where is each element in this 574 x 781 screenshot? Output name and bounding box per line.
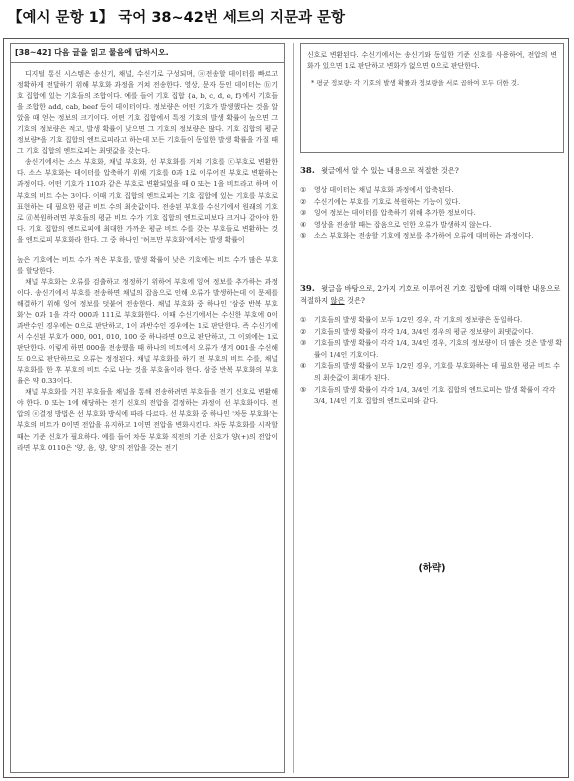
choice-marker: ⑤ [300,385,307,394]
question-39-emphasis: 않은 [330,295,345,305]
footnote: * 평균 정보량: 각 기호의 발생 확률과 정보량을 서로 곱하여 모두 더한 것. [311,79,520,87]
choice-39-3[interactable] [300,338,564,361]
question-38-number: 38. [300,166,315,176]
choice-text: 영상 데이터는 채널 부호화 과정에서 압축된다. [314,186,454,194]
passage-paragraph-2: 송신기에서는 소스 부호화, 채널 부호화, 선 부호화를 거쳐 기호를 ⓒ부호로 변환한다. 소스 부호화는 데이터를 압축하기 위해 기호를 0과 1로 이루어진 부호로 변환하는 과정이다. 어떤 기호가 110과 같은 부호로 변환되었을 때 0 또는 1을 비트라고 하며 이 부호의 비트 수는 3이다. 이때 기호 집합의 엔트로피는 기호 집합에 있는 기호를 부호로 표현하는 데 필요한 평균 비트 수의 최솟값이다. 전송된 부호를 수신기에서 원래의 기호로 ⓓ복원하려면 부호들의 평균 비트 수가 기호 집합의 엔트로피보다 크거나 같아야 한다. 기호 집합의 엔트로피에 최대한 가까운 평균 비트 수를 갖는 부호들로 변환하는 것을 엔트로피 부호화라 한다. 그 중 하나인 '허프만 부호화'에서는 발생 확률이 [17,158,278,244]
choice-marker: ④ [300,362,307,371]
passage-paragraph-2-cont: 높은 기호에는 비트 수가 적은 부호를, 발생 확률이 낮은 기호에는 비트 수가 많은 부호를 할당한다. [17,255,278,275]
omitted-label: (하략) [418,563,446,574]
exam-page-frame [3,38,569,778]
choice-text: 기호들의 발생 확률이 모두 1/2인 경우, 기호를 부호화하는 데 필요한 평균 비트 수의 최솟값이 최대가 된다. [314,362,560,382]
questions-column [300,43,564,773]
choice-text: 잉여 정보는 데이터를 압축하기 위해 추가한 정보이다. [314,209,476,218]
choice-38-3[interactable] [300,208,564,220]
question-39-text-end: 것은? [344,295,365,305]
passage-instruction: [38~42] 다음 글을 읽고 물음에 답하시오. [11,44,284,63]
passage-paragraph-4: 채널 부호화를 거친 부호들을 채널을 통해 전송하려면 부호들을 전기 신호로 변환해야 한다. 0 또는 1에 해당하는 전기 신호의 전압을 결정하는 과정이 선 부호화이다. 전압의 ⓔ결정 방법은 선 부호화 방식에 따라 다르다. 선 부호화 중 하나인 '차동 부호화'는 부호의 비트가 0이면 전압을 유지하고 1이면 전압을 변화시킨다. 차동 부호화를 시작할 때는 기준 신호가 필요하다. 예를 들어 차동 부호화 직전의 기준 신호가 양(+)의 전압이라면 부호 0110은 '양, 음, 양, 양'의 전압을 갖는 전기 [17,388,279,452]
choice-marker: ④ [300,220,307,229]
choice-marker: ⑤ [300,232,307,241]
passage-paragraph-1: 디지털 통신 시스템은 송신기, 채널, 수신기로 구성되며, ⓐ전송할 데이터를 빠르고 정확하게 전달하기 위해 부호화 과정을 거쳐 전송한다. 영상, 문자 등인 데이터는 ⓑ기호 집합에 있는 기호들의 조합이다. 예를 들어 기호 집합 {a, b, c, d, e, f}에서 기호들을 조합한 add, cab, beef 등이 데이터이다. 정보량은 어떤 기호가 발생했다는 것을 알았을 때 얻는 정보의 크기이다. 어떤 기호 집합에서 특정 기호의 발생 확률이 높으면 그 기호의 정보량은 적고, 발생 확률이 낮으면 그 기호의 정보량은 많다. 기호 집합의 평균 정보량*을 기호 집합의 엔트로피라고 하는데 모든 기호들이 동일한 발생 확률을 가질 때 그 기호 집합의 엔트로피는 최댓값을 갖는다. [17,70,278,156]
choice-marker: ① [300,186,307,194]
question-39-stem [300,283,564,307]
choice-marker: ① [300,315,307,324]
choice-38-2[interactable] [300,197,564,209]
choice-39-2[interactable] [300,327,564,339]
choice-text: 수신기에는 부호를 기호로 복원하는 기능이 있다. [314,197,461,206]
choice-39-5[interactable] [300,385,564,408]
question-39-choices [300,315,564,408]
question-39 [300,283,564,408]
choice-38-4[interactable] [300,220,564,232]
choice-text: 소스 부호화는 전송할 기호에 정보를 추가하여 오류에 대비하는 과정이다. [314,232,534,241]
choice-text: 기호들의 발생 확률이 각각 1/4, 3/4인 경우, 기호의 정보량이 더 많은 것은 발생 확률이 1/4인 기호이다. [314,339,563,359]
choice-38-5[interactable] [300,231,564,243]
passage-box [10,43,285,773]
choice-marker: ③ [300,209,307,218]
question-39-text: 윗글을 바탕으로, 2가지 기호로 이루어진 기호 집합에 대해 이해한 내용으로 적절하지 [300,283,561,305]
passage-continuation-box [300,43,564,153]
question-38-stem [300,165,564,177]
passage-continuation: 신호로 변환된다. 수신기에서는 송신기와 동일한 기준 신호를 사용하여, 전압의 변화가 있으면 1로 판단하고 변화가 없으면 0으로 판단한다. [307,51,557,70]
question-38-text: 윗글에서 알 수 있는 내용으로 적절한 것은? [321,166,459,175]
question-39-number: 39. [300,283,315,294]
choice-marker: ② [300,327,307,336]
column-break-gap [17,246,278,255]
choice-39-1[interactable] [300,315,564,327]
page-title: 【예시 문항 1】 국어 38~42번 세트의 지문과 문항 [8,10,346,26]
choice-text: 영상을 전송할 때는 잡음으로 인한 오류가 발생하지 않는다. [314,220,492,229]
choice-marker: ③ [300,339,307,348]
choice-text: 기호들의 발생 확률이 각각 1/4, 3/4인 기호 집합의 엔트로피는 발생 확률이 각각 3/4, 1/4인 기호 집합의 엔트로피와 같다. [314,385,556,406]
choice-39-4[interactable] [300,361,564,384]
passage-body [11,63,284,454]
choice-text: 기호들의 발생 확률이 모두 1/2인 경우, 각 기호의 정보량은 동일하다. [314,315,523,324]
choice-text: 기호들의 발생 확률이 각각 1/4, 3/4인 경우의 평균 정보량이 최댓값이다. [314,327,534,336]
question-38-choices [300,185,564,243]
question-38 [300,165,564,243]
choice-38-1[interactable] [300,185,564,197]
passage-paragraph-3: 채널 부호화는 오류를 검출하고 정정하기 위하여 부호에 잉여 정보를 추가하는 과정이다. 송신기에서 부호를 전송하면 채널의 잡음으로 인해 오류가 발생하는데 이 문제를 해결하기 위해 잉여 정보를 덧붙여 전송한다. 채널 부호화 중 하나인 '삼중 반복 부호화'는 0과 1을 각각 000과 111로 부호화한다. 이때 수신기에서는 수신한 부호에 0이 과반수인 경우에는 0으로 판단하고, 1이 과반수인 경우에는 1로 판단한다. 즉 수신기에서 수신된 부호가 000, 001, 010, 100 중 하나라면 0으로 판단하고, 그 이외에는 1로 판단한다. 이렇게 하면 000을 전송했을 때 하나의 비트에서 오류가 생겨 001을 수신해도 0으로 판단하므로 오류는 정정된다. 채널 부호화를 하기 전 부호의 비트 수를, 채널 부호화를 한 후 부호의 비트 수로 나눈 것을 부호율이라 한다. 삼중 반복 부호화의 부호율은 약 0.33이다. [17,277,278,386]
choice-marker: ② [300,197,307,206]
column-divider [293,43,294,773]
